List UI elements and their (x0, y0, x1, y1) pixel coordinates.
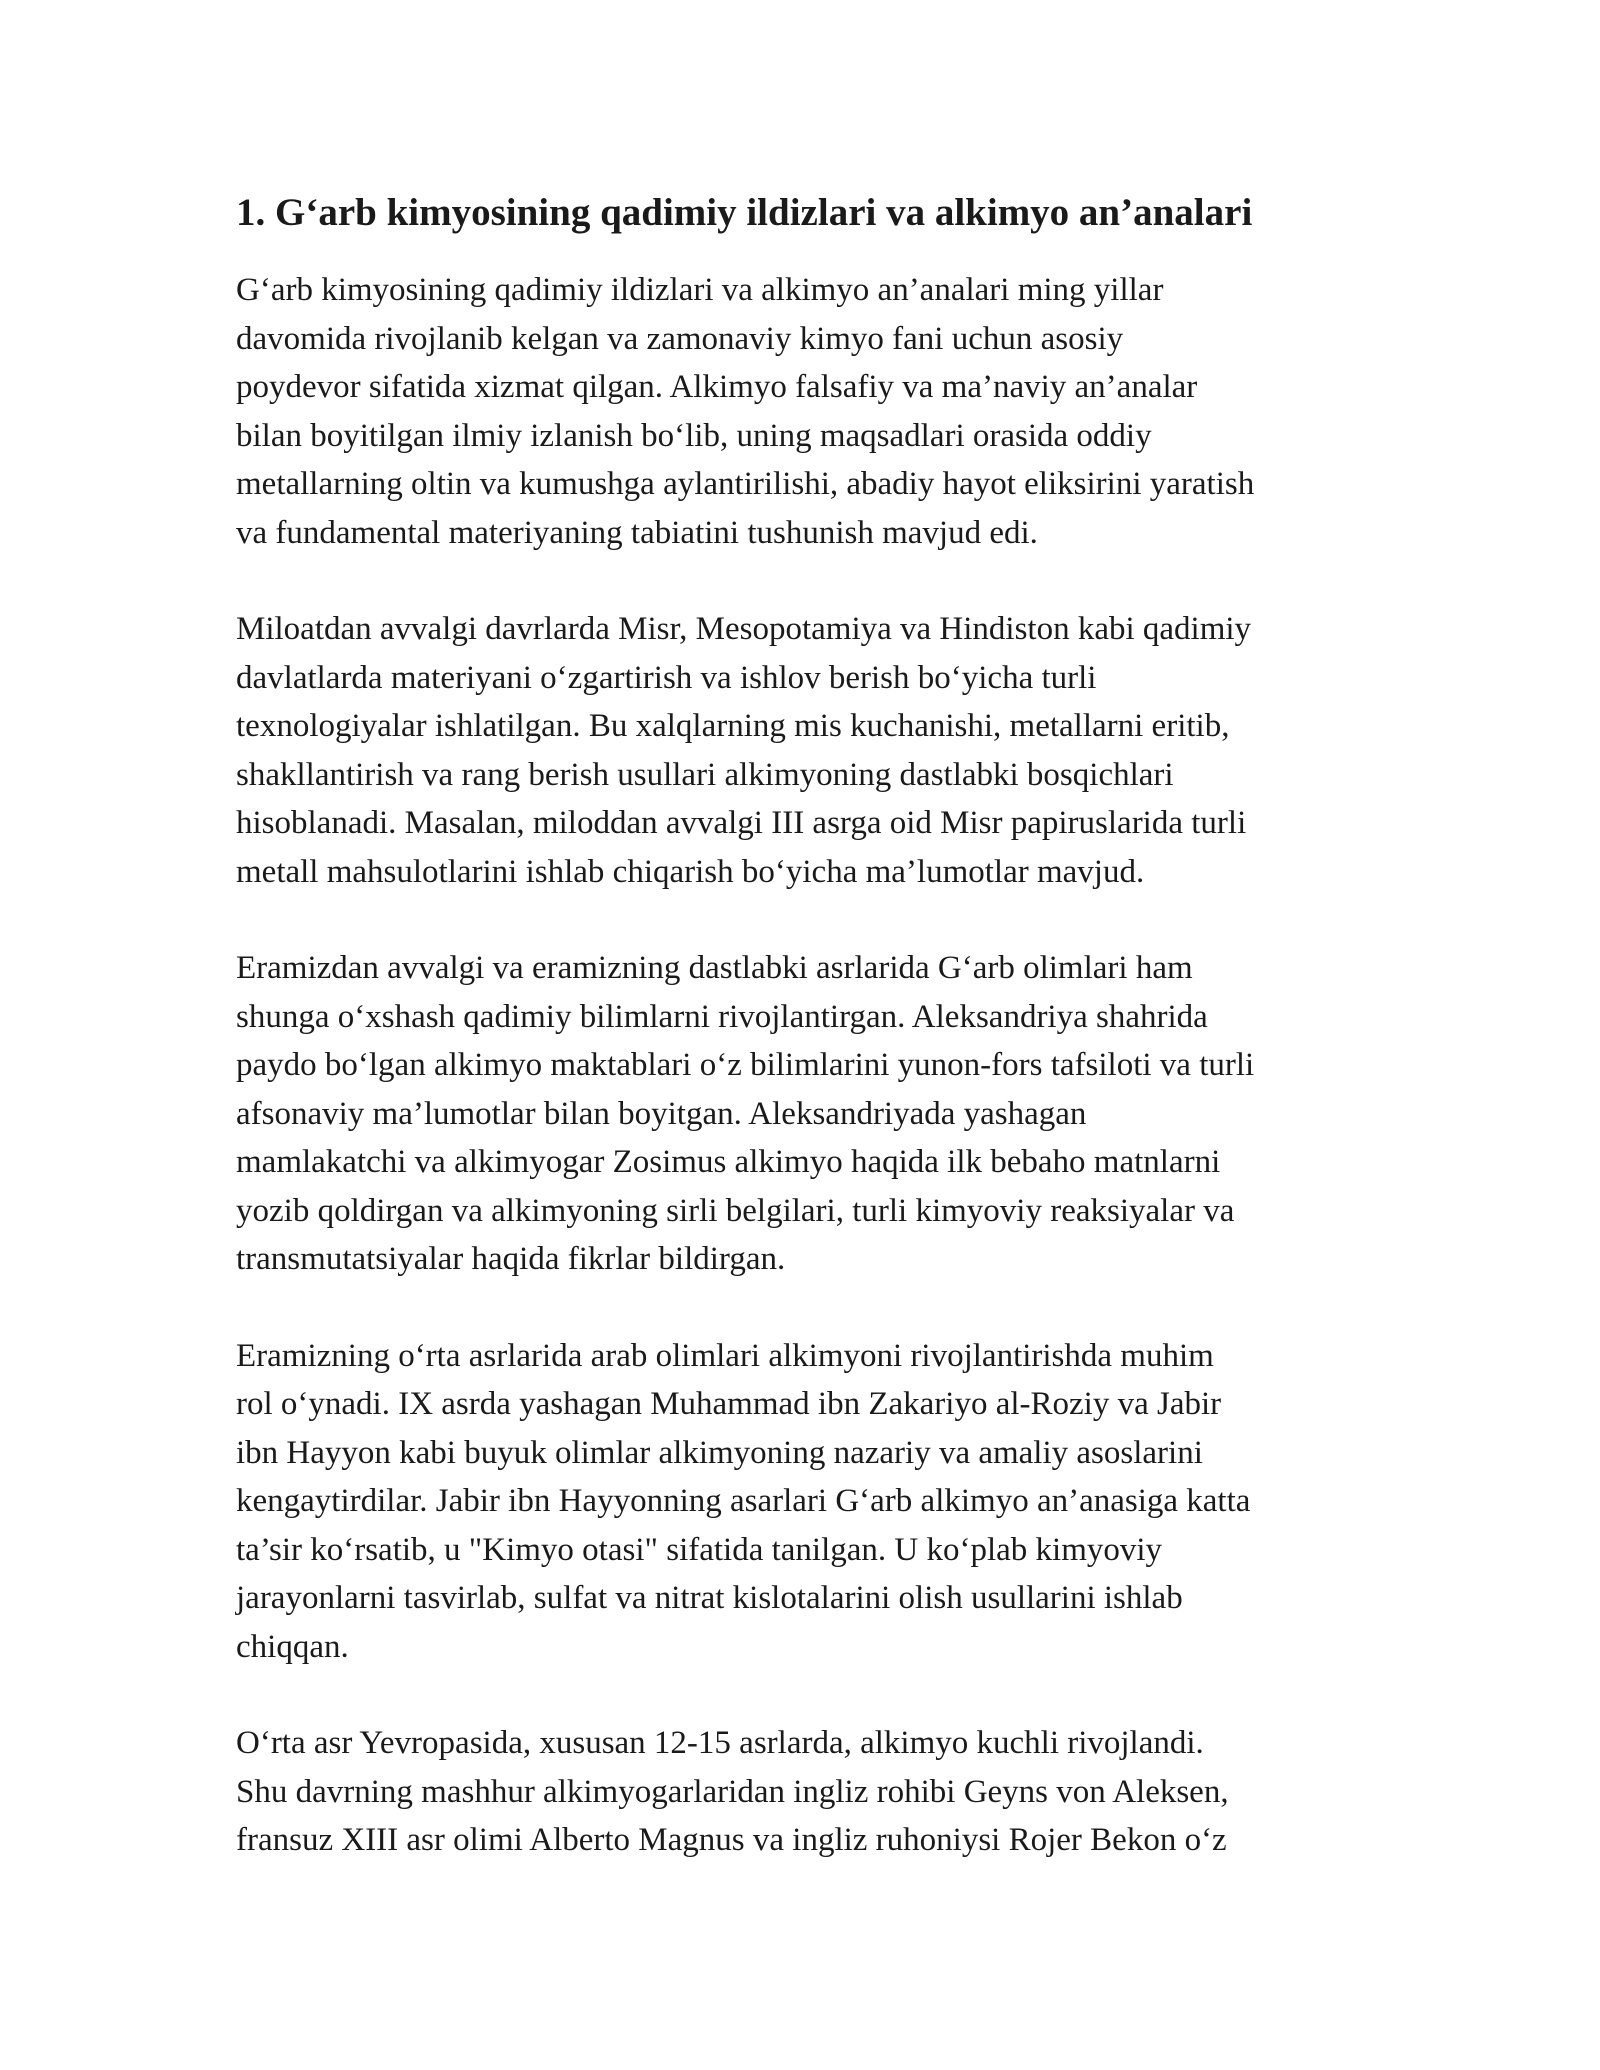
text-line: Eramizdan avvalgi va eramizning dastlabki asrlarida G‘arb olimlari ham (236, 950, 1193, 986)
text-line: ibn Hayyon kabi buyuk olimlar alkimyoning nazariy va amaliy asoslarini (236, 1434, 1203, 1471)
text-line: chiqqan. (236, 1628, 349, 1665)
text-line: metallarning oltin va kumushga aylantirilishi, abadiy hayot eliksirini yaratish (236, 466, 1255, 502)
text-line: davlatlarda materiyani o‘zgartirish va ishlov berish bo‘yicha turli (236, 659, 1097, 696)
paragraph-3 (236, 944, 1376, 1284)
text-line: hisoblanadi. Masalan, miloddan avvalgi III asrga oid Misr papiruslarida turli (236, 805, 1247, 841)
paragraph-4 (236, 1332, 1376, 1672)
paragraph-2 (236, 605, 1376, 896)
text-line: bilan boyitilgan ilmiy izlanish bo‘lib, uning maqsadlari orasida oddiy (236, 417, 1152, 454)
text-line: va fundamental materiyaning tabiatini tushunish mavjud edi. (236, 514, 1038, 551)
text-line: Eramizning o‘rta asrlarida arab olimlari alkimyoni rivojlantirishda muhim (236, 1337, 1214, 1374)
paragraph-5 (236, 1719, 1376, 1865)
text-line: texnologiyalar ishlatilgan. Bu xalqlarning mis kuchanishi, metallarni eritib, (236, 708, 1230, 744)
text-line: O‘rta asr Yevropasida, xususan 12-15 asrlarda, alkimyo kuchli rivojlandi. (236, 1725, 1204, 1761)
text-line: shakllantirish va rang berish usullari alkimyoning dastlabki bosqichlari (236, 756, 1174, 793)
text-line: metall mahsulotlarini ishlab chiqarish bo‘yicha ma’lumotlar mavjud. (236, 853, 1145, 890)
page-title: 1. G‘arb kimyosining qadimiy ildizlari va alkimyo an’analari (236, 191, 1253, 234)
text-line: G‘arb kimyosining qadimiy ildizlari va alkimyo an’analari ming yillar (236, 272, 1164, 308)
paragraph-1 (236, 266, 1376, 557)
document-page (236, 186, 1376, 1865)
text-line: mamlakatchi va alkimyogar Zosimus alkimyo haqida ilk bebaho matnlarni (236, 1144, 1221, 1180)
text-line: fransuz XIII asr olimi Alberto Magnus va ingliz ruhoniysi Rojer Bekon o‘z (236, 1822, 1227, 1858)
text-line: Miloatdan avvalgi davrlarda Misr, Mesopotamiya va Hindiston kabi qadimiy (236, 611, 1252, 647)
text-line: jarayonlarni tasvirlab, sulfat va nitrat kislotalarini olish usullarini ishlab (236, 1580, 1183, 1616)
text-line: davomida rivojlanib kelgan va zamonaviy kimyo fani uchun asosiy (236, 320, 1124, 357)
text-line: afsonaviy ma’lumotlar bilan boyitgan. Aleksandriyada yashagan (236, 1095, 1087, 1132)
text-line: transmutatsiyalar haqida fikrlar bildirgan. (236, 1241, 786, 1277)
text-line: shunga o‘xshash qadimiy bilimlarni rivojlantirgan. Aleksandriya shahrida (236, 998, 1208, 1035)
text-line: ta’sir ko‘rsatib, u "Kimyo otasi" sifatida tanilgan. U ko‘plab kimyoviy (236, 1531, 1163, 1568)
text-line: paydo bo‘lgan alkimyo maktablari o‘z bilimlarini yunon-fors tafsiloti va turli (236, 1047, 1255, 1083)
text-line: kengaytirdilar. Jabir ibn Hayyonning asarlari G‘arb alkimyo an’anasiga katta (236, 1483, 1251, 1519)
text-line: poydevor sifatida xizmat qilgan. Alkimyo falsafiy va ma’naviy an’analar (236, 369, 1198, 405)
text-line: Shu davrning mashhur alkimyogarlaridan ingliz rohibi Geyns von Aleksen, (236, 1773, 1229, 1810)
text-line: yozib qoldirgan va alkimyoning sirli belgilari, turli kimyoviy reaksiyalar va (236, 1192, 1235, 1229)
text-line: rol o‘ynadi. IX asrda yashagan Muhammad ibn Zakariyo al-Roziy va Jabir (236, 1386, 1222, 1422)
